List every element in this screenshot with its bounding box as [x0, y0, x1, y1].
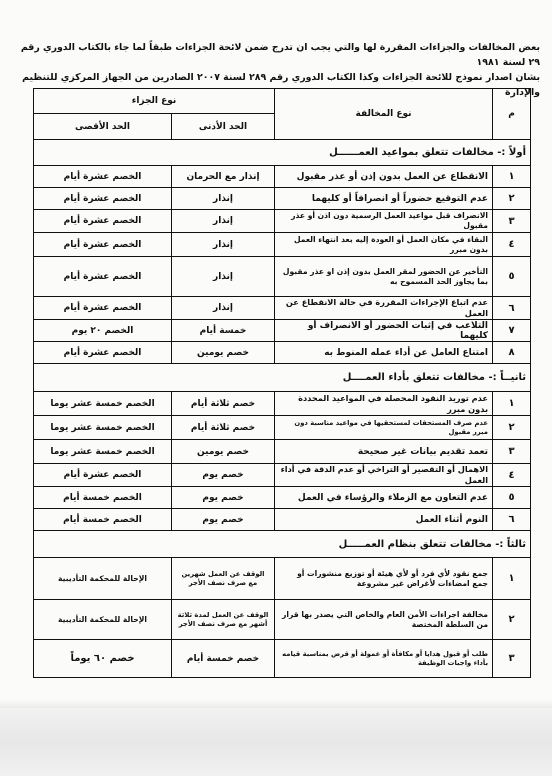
violation-text: تعمد تقديم بيانات غير صحيحة: [275, 440, 493, 464]
max-penalty: الخصم عشرة أيام: [34, 210, 172, 233]
row-number: ٣: [493, 440, 531, 464]
max-penalty: الخصم خمسة عشر يوما: [34, 416, 172, 440]
violation-text: التأخير عن الحضور لمقر العمل بدون إذن او عذر مقبول بما يجاوز الحد المسموح به: [275, 257, 493, 297]
max-penalty: الخصم خمسة عشر يوما: [34, 392, 172, 416]
min-penalty: خمسة أيام: [172, 320, 275, 342]
table-row: [34, 233, 531, 257]
row-number: ٨: [493, 342, 531, 364]
violation-text: عدم التوقيع حضوراً أو انصرافاً أو كليهما: [275, 188, 493, 210]
violation-text: التلاعب في إثبات الحضور أو الانصراف أو كليهما: [275, 320, 493, 342]
header-min: الحد الأدنى: [172, 114, 275, 140]
min-penalty: خصم خمسة أيام: [172, 640, 275, 678]
violation-text: البقاء في مكان العمل أو العودة إليه بعد انتهاء العمل بدون مبرر: [275, 233, 493, 257]
max-penalty: الخصم عشرة أيام: [34, 342, 172, 364]
min-penalty: إنذار: [172, 233, 275, 257]
max-penalty: الإحالة للمحكمة التأديبية: [34, 558, 172, 600]
paper-bottom-margin: [0, 708, 552, 776]
row-number: ٢: [493, 188, 531, 210]
max-penalty: الخصم خمسة أيام: [34, 487, 172, 509]
header-penalty: نوع الجزاء: [34, 89, 275, 114]
violation-text: جمع نقود لأي فرد أو لأي هيئة أو توزيع منشورات أو جمع امضاءات لأغراض غير مشروعة: [275, 558, 493, 600]
min-penalty: إنذار: [172, 297, 275, 320]
min-penalty: خصم ثلاثة أيام: [172, 392, 275, 416]
max-penalty: الخصم خمسة أيام: [34, 509, 172, 531]
row-number: ٥: [493, 257, 531, 297]
table-row: [34, 392, 531, 416]
table-row: [34, 509, 531, 531]
violation-text: مخالفة اجراءات الأمن العام والخاص التي يصدر بها قرار من السلطة المختصة: [275, 600, 493, 640]
min-penalty: خصم ثلاثة أيام: [172, 416, 275, 440]
max-penalty: خصم ٦٠ يوماً: [34, 640, 172, 678]
section-title-3: ثالثاً :- مخالفات تتعلق بنظام العمـــــل: [34, 531, 531, 558]
max-penalty: الإحالة للمحكمة التأديبية: [34, 600, 172, 640]
violation-text: الانقطاع عن العمل بدون إذن أو عذر مقبول: [275, 166, 493, 188]
violation-text: الانصراف قبل مواعيد العمل الرسمية دون اذن أو عذر مقبول: [275, 210, 493, 233]
row-number: ٢: [493, 416, 531, 440]
max-penalty: الخصم عشرة أيام: [34, 464, 172, 487]
row-number: ٥: [493, 487, 531, 509]
max-penalty: الخصم عشرة أيام: [34, 297, 172, 320]
min-penalty: إنذار: [172, 257, 275, 297]
intro-line-2: بشان اصدار نموذج للائحة الجزاءات وكذا الكتاب الدوري رقم ٢٨٩ لسنة ٢٠٠٧ الصادرين من الجهاز المركزي للتنظيم والإدارة: [22, 72, 540, 98]
max-penalty: الخصم عشرة أيام: [34, 233, 172, 257]
table-row: [34, 297, 531, 320]
max-penalty: الخصم عشرة أيام: [34, 188, 172, 210]
table-row: [34, 640, 531, 678]
min-penalty: إنذار مع الحرمان: [172, 166, 275, 188]
table-row: [34, 166, 531, 188]
table-row: [34, 558, 531, 600]
row-number: ١: [493, 392, 531, 416]
table-row: [34, 416, 531, 440]
violation-text: عدم صرف المستحقات لمستحقيها في مواعيد مناسبة دون مبرر مقبول: [275, 416, 493, 440]
table-row: [34, 210, 531, 233]
min-penalty: إنذار: [172, 188, 275, 210]
section-title-row: [34, 364, 531, 392]
row-number: ١: [493, 166, 531, 188]
min-penalty: الوقف عن العمل لمدة ثلاثة أشهر مع صرف نصف الأجر: [172, 600, 275, 640]
min-penalty: خصم يوم: [172, 509, 275, 531]
violation-text: طلب أو قبول هدايا أو مكافأة أو عمولة أو قرض بمناسبة قيامه بأداء واجبات الوظيفة: [275, 640, 493, 678]
section-title-2: ثانيــاً :- مخالفات تتعلق بأداء العمــــل: [34, 364, 531, 392]
min-penalty: خصم يوم: [172, 487, 275, 509]
table-row: [34, 188, 531, 210]
max-penalty: الخصم ٢٠ يوم: [34, 320, 172, 342]
violation-text: عدم التعاون مع الزملاء والرؤساء في العمل: [275, 487, 493, 509]
row-number: ٤: [493, 464, 531, 487]
table-row: [34, 257, 531, 297]
table-row: [34, 600, 531, 640]
row-number: ٧: [493, 320, 531, 342]
intro-line-1: بعض المخالفات والجزاءات المقررة لها والتي يجب ان تدرج ضمن لائحة الجزاءات طبقاً لما جاء بالكتاب الدوري رقم ٢٩ لسنة ١٩٨١: [20, 42, 540, 68]
table-row: [34, 464, 531, 487]
min-penalty: خصم يوم: [172, 464, 275, 487]
section-title-row: [34, 140, 531, 166]
violation-text: النوم أثناء العمل: [275, 509, 493, 531]
penalties-table: [33, 88, 531, 678]
row-number: ٣: [493, 640, 531, 678]
max-penalty: الخصم خمسة عشر يوما: [34, 440, 172, 464]
min-penalty: الوقف عن العمل شهرين مع صرف نصف الأجر: [172, 558, 275, 600]
min-penalty: خصم يومين: [172, 440, 275, 464]
table-row: [34, 487, 531, 509]
violation-text: الاهمال أو التقصير أو التراخي أو عدم الدقة في أداء العمل: [275, 464, 493, 487]
header-num: م: [493, 89, 531, 140]
table-row: [34, 440, 531, 464]
row-number: ٦: [493, 297, 531, 320]
row-number: ٢: [493, 600, 531, 640]
row-number: ٣: [493, 210, 531, 233]
header-violation: نوع المخالفة: [275, 89, 493, 140]
min-penalty: إنذار: [172, 210, 275, 233]
table-row: [34, 320, 531, 342]
max-penalty: الخصم عشرة أيام: [34, 166, 172, 188]
row-number: ٦: [493, 509, 531, 531]
section-title-row: [34, 531, 531, 558]
violation-text: عدم توريد النقود المحصلة في المواعيد المحددة بدون مبرر: [275, 392, 493, 416]
violation-text: عدم اتباع الإجراءات المقررة في حالة الانقطاع عن العمل: [275, 297, 493, 320]
row-number: ١: [493, 558, 531, 600]
header-row-top: [34, 89, 531, 114]
row-number: ٤: [493, 233, 531, 257]
table-row: [34, 342, 531, 364]
max-penalty: الخصم عشرة أيام: [34, 257, 172, 297]
section-title-1: أولاً :- مخالفات تتعلق بمواعيد العمــــــل: [34, 140, 531, 166]
min-penalty: خصم يومين: [172, 342, 275, 364]
header-max: الحد الأقصى: [34, 114, 172, 140]
violation-text: امتناع العامل عن أداء عمله المنوط به: [275, 342, 493, 364]
